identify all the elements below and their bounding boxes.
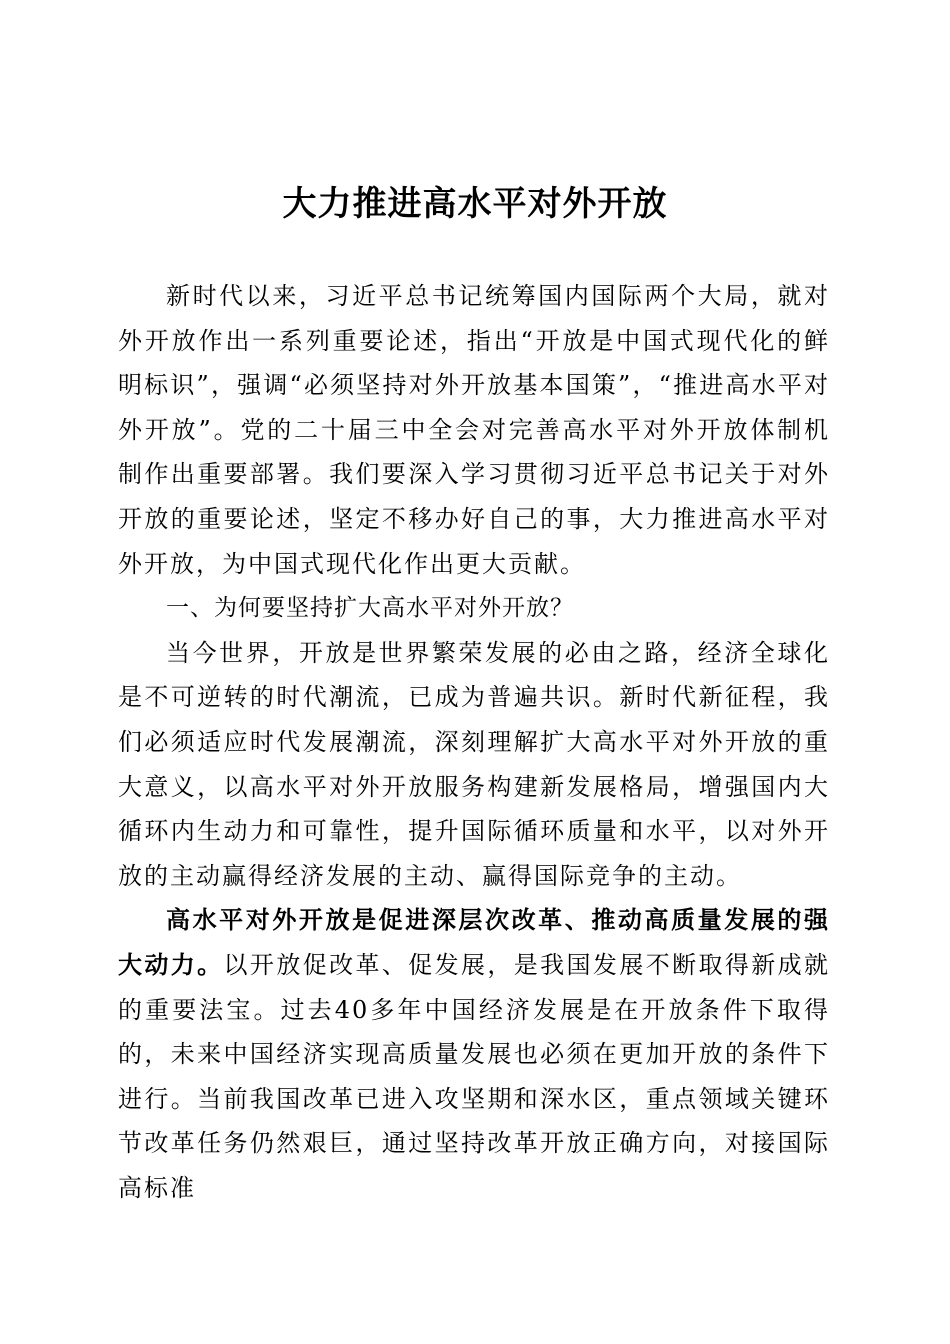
intro-paragraph: 新时代以来，习近平总书记统筹国内国际两个大局，就对外开放作出一系列重要论述，指出“开放是中国式现代化的鲜明标识”，强调“必须坚持对外开放基本国策”，“推进高水平对外开放”。党的二十届三中全会对完善高水平对外开放体制机制作出重要部署。我们要深入学习贯彻习近平总书记关于对外开放的重要论述，坚定不移办好自己的事，大力推进高水平对外开放，为中国式现代化作出更大贡献。 [118, 282, 830, 578]
paragraph-body-text: 以开放促改革、促发展，是我国发展不断取得新成就的重要法宝。过去40多年中国经济发展是在开放条件下取得的，未来中国经济实现高质量发展也必须在更加开放的条件下进行。当前我国改革已进入攻坚期和深水区，重点领域关键环节改革任务仍然艰巨，通过坚持改革开放正确方向，对接国际高标准 [118, 950, 831, 1202]
section-paragraph: 当今世界，开放是世界繁荣发展的必由之路，经济全球化是不可逆转的时代潮流，已成为普遍共识。新时代新征程，我们必须适应时代发展潮流，深刻理解扩大高水平对外开放的重大意义，以高水平对外开放服务构建新发展格局，增强国内大循环内生动力和可靠性，提升国际循环质量和水平，以对外开放的主动赢得经济发展的主动、赢得国际竞争的主动。 [118, 638, 830, 890]
section-paragraph-2 [118, 898, 830, 1210]
section-heading: 一、为何要坚持扩大高水平对外开放？ [166, 595, 574, 622]
paragraph-lead-sentence: 高水平对外开放是促进深层次改革、推动高质量发展的强大动力。 [118, 905, 830, 979]
document-body [118, 274, 830, 1210]
document-title: 大力推进高水平对外开放 [282, 184, 668, 224]
